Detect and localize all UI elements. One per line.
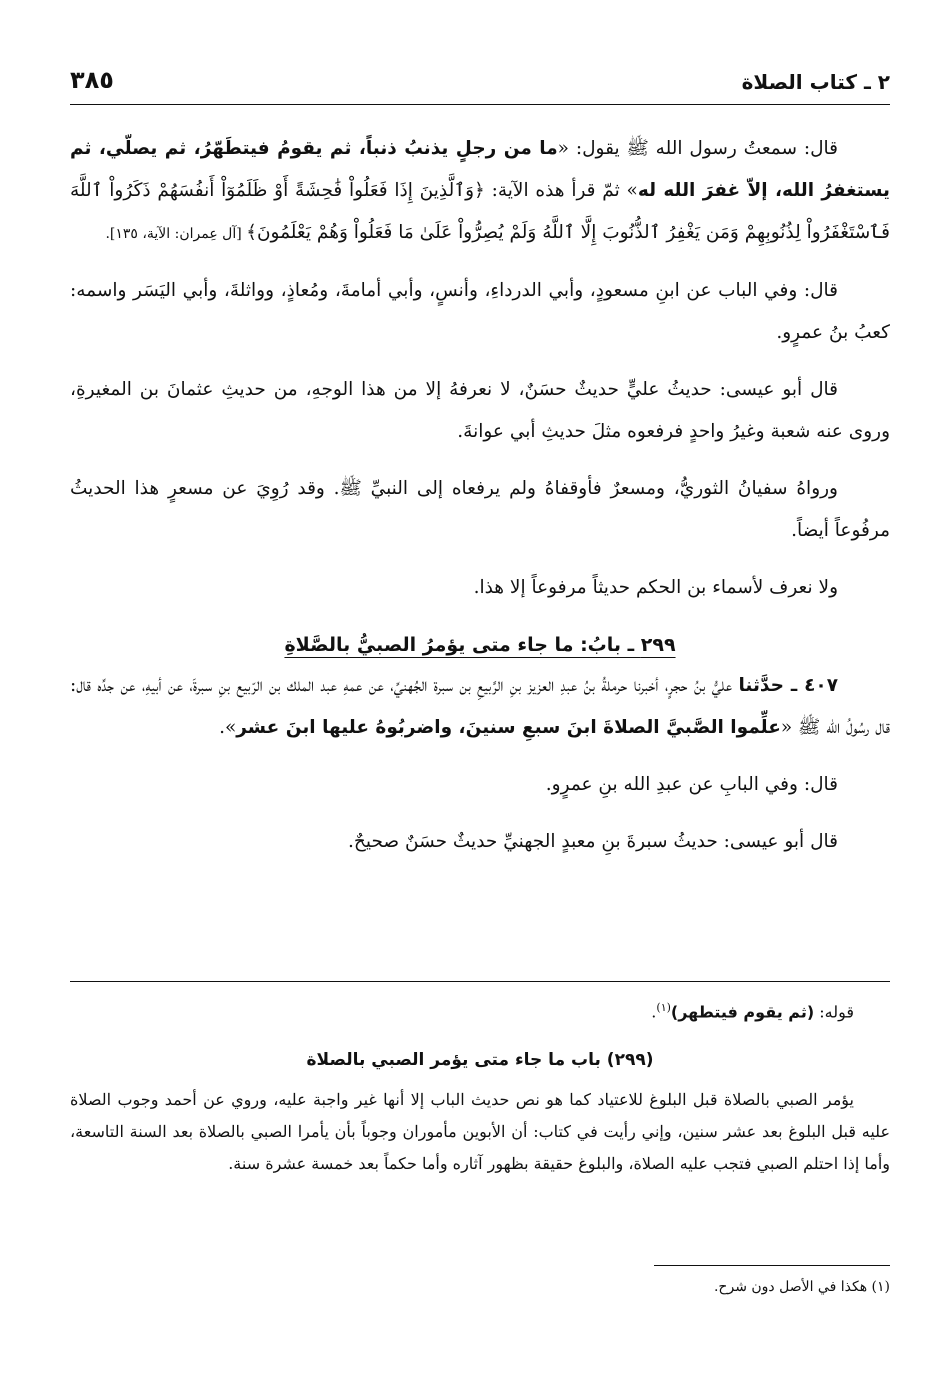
commentary-section — [70, 992, 890, 1180]
gloss-phrase: (ثم يقوم فيتطهر) — [670, 1002, 815, 1022]
paragraph-chapter-narrators: قال: وفي الباب عن ابنِ مسعودٍ، وأبي الدرداءِ، وأنسٍ، وأبي أمامةَ، ومُعاذٍ، وواثلةَ، وأبي اليَسَر واسمه: كعبُ بنُ عمرٍو. — [70, 280, 890, 343]
paragraph-abu-isa-grading: قال أبو عيسى: حديثُ عليٍّ حديثٌ حسَنٌ، لا نعرفهُ إلا من هذا الوجهِ، من حديثِ عثمانَ بن المغيرةِ، وروى عنه شعبة وغيرُ واحدٍ فرفعوه مثلَ حديثِ أبي عوانةَ. — [70, 379, 890, 442]
commentary-gloss — [70, 992, 890, 1028]
footnote: (١) هكذا في الأصل دون شرح. — [713, 1279, 890, 1295]
paragraph-final-grading: قال أبو عيسى: حديثُ سبرةَ بنِ معبدٍ الجهنيِّ حديثٌ حسَنٌ صحيحٌ. — [348, 831, 838, 852]
para1-intro: قال: سمعتُ رسول الله ﷺ يقول: « — [557, 138, 838, 159]
para1-hadith-text: ما من رجلٍ يذنبُ ذنباً، ثم يقومُ فيتطَهّرُ، ثم يصلّي، ثم يستغفرُ الله، إلاّ غفرَ الله له — [70, 138, 890, 201]
paragraph-chapter-companion: قال: وفي البابِ عن عبدِ الله بنِ عمرٍو. — [545, 774, 838, 795]
paragraph-hadith-forgiveness — [70, 128, 890, 255]
gloss-end: . — [651, 1002, 657, 1022]
page-header — [70, 58, 890, 94]
quran-verse: ﴿وَٱلَّذِينَ إِذَا فَعَلُواْ فَٰحِشَةً أَوْ ظَلَمُوٓاْ أَنفُسَهُمْ ذَكَرُواْ ٱللَّهَ فَٱسْتَغْفَرُواْ لِذُنُوبِهِمْ وَمَن يَغْفِرُ ٱلذُّنُوبَ إِلَّا ٱللَّهُ وَلَمْ يُصِرُّواْ عَلَىٰ مَا فَعَلُواْ وَهُمْ يَعْلَمُونَ﴾ — [70, 180, 890, 243]
commentary-heading: (٢٩٩) باب ما جاء متى يؤمر الصبي بالصلاة — [306, 1050, 654, 1071]
footnote-divider — [654, 1265, 890, 1266]
commentary-divider — [70, 981, 890, 982]
running-title: ٢ ـ كتاب الصلاة — [741, 70, 890, 94]
paragraph-mawquf-note: ورواهُ سفيانُ الثوريُّ، ومسعرٌ فأوقفاهُ ولم يرفعاه إلى النبيِّ ﷺ. وقد رُوِيَ عن مسعرٍ هذا الحديثُ مرفُوعاً أيضاً. — [70, 478, 890, 541]
hadith-matn: علِّموا الصَّبيَّ الصلاةَ ابنَ سبعِ سنينَ، واضربُوهُ عليها ابنَ عشر — [236, 717, 781, 738]
book-page — [70, 0, 890, 1387]
para1-after-hadith: » ثمّ قرأ هذه الآية: — [484, 180, 638, 201]
main-text — [70, 128, 890, 863]
paragraph-asma-note: ولا نعرف لأسماء بن الحكم حديثاً مرفوعاً إلا هذا. — [473, 577, 838, 598]
hadith-number: ٤٠٧ ـ حدَّثنا — [738, 675, 839, 696]
page-number: ٣٨٥ — [70, 66, 114, 94]
paragraph-hadith-407 — [70, 665, 890, 749]
hadith-closing: ». — [219, 717, 237, 738]
commentary-text: يؤمر الصبي بالصلاة قبل البلوغ للاعتياد كما هو نص حديث الباب إلا أنها غير واجبة عليه، وروي عن أحمد وجوب الصلاة عليه قبل البلوغ بعد عشر سنين، وإني رأيت في كتاب: أن الأبوين مأموران وجوباً بأن يأمرا الصبي بالصلاة بعد السنة التاسعة، وأما إذا احتلم الصبي فتجب عليه الصلاة، والبلوغ حقيقة بظهور آثاره وأما حكماً بعد خمسة عشرة سنة. — [70, 1090, 890, 1174]
header-divider — [70, 104, 890, 105]
gloss-prefix: قوله: — [814, 1002, 854, 1022]
hadith-isnad: عليُّ بنُ حجرٍ، أخبرنا حرملةُ بنُ عبدِ العزيز بنِ الرَّبيعِ بن سبرة الجُهنيِّ، عن عمهِ عبد الملك بن الرّبيع بنِ سبرةَ، عن أبيهِ، عن جدِّه قال: قال رسُولُ الله ﷺ « — [70, 675, 890, 738]
verse-reference: [آل عِمران: الآية، ١٣٥]. — [105, 226, 247, 242]
chapter-heading: ٢٩٩ ـ بابُ: ما جاء متى يؤمرُ الصبيُّ بالصَّلاةِ — [284, 634, 676, 656]
footnote-marker: (١) — [656, 1001, 671, 1014]
